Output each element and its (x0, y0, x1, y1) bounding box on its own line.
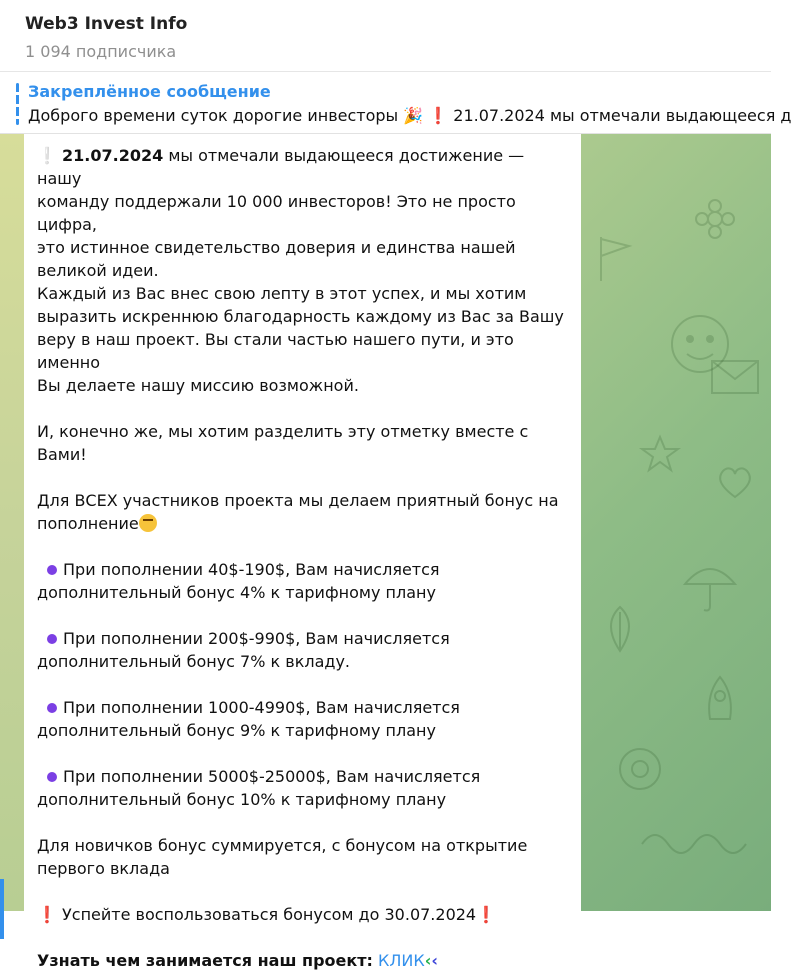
cta-label: Узнать чем занимается наш проект: (37, 951, 373, 970)
purple-bullet-icon (47, 772, 57, 782)
chat-background (0, 134, 771, 970)
tier-line: дополнительный бонус 9% к тарифному плану (37, 721, 436, 740)
tier-line: дополнительный бонус 7% к вкладу. (37, 652, 351, 671)
message-line: выразить искреннюю благодарность каждому из Вас за Вашу (37, 307, 564, 326)
message-line: мы отмечали выдающееся достижение — нашу (37, 146, 525, 188)
message-line: Вы делаете нашу миссию возможной. (37, 376, 359, 395)
purple-bullet-icon (47, 634, 57, 644)
doodle-wave-icon (640, 824, 750, 864)
message-date: 21.07.2024 (62, 146, 164, 165)
left-edge-marker (0, 879, 4, 939)
green-arrow-icon: ‹ (424, 951, 432, 970)
blue-arrow-icon: ‹ (431, 951, 438, 970)
background-strip (0, 134, 24, 911)
doodle-rocket-icon (700, 674, 740, 734)
deadline-text: Успейте воспользоваться бонусом до 30.07.2024 (62, 905, 477, 924)
channel-header[interactable] (0, 0, 771, 72)
message-line: это истинное свидетельство доверия и единства нашей (37, 238, 516, 257)
tier-line: дополнительный бонус 4% к тарифному плану (37, 583, 436, 602)
red-exclamation-icon: ❗ (476, 905, 497, 924)
pinned-message-bar[interactable] (0, 73, 791, 134)
pinned-title: Закреплённое сообщение (28, 82, 271, 101)
doodle-star-icon (640, 434, 680, 474)
doodle-envelope-icon (710, 359, 760, 395)
tier-line: При пополнении 1000-4990$, Вам начисляется (63, 698, 460, 717)
pink-exclamation-icon: ❕ (37, 146, 57, 165)
tier-line: При пополнении 40$-190$, Вам начисляется (63, 560, 440, 579)
pinned-indicator (16, 83, 19, 125)
doodle-flag-icon (595, 234, 635, 284)
subscriber-count: 1 094 подписчика (25, 42, 177, 61)
message-line: веру в наш проект. Вы стали частью нашего пути, и это именно (37, 330, 514, 372)
message-line: команду поддержали 10 000 инвесторов! Это не просто цифра, (37, 192, 516, 234)
message-line: Для ВСЕХ участников проекта мы делаем приятный бонус на (37, 491, 559, 510)
doodle-umbrella-icon (680, 554, 740, 614)
doodle-flower-icon (690, 194, 740, 244)
message-line: первого вклада (37, 859, 170, 878)
pinned-preview: Доброго времени суток дорогие инвесторы 🎉 ❗ 21.07.2024 мы отмечали выдающееся д (28, 106, 791, 125)
message-bubble[interactable] (24, 134, 581, 970)
smiling-face-icon (139, 514, 157, 532)
purple-bullet-icon (47, 703, 57, 713)
purple-bullet-icon (47, 565, 57, 575)
doodle-heart-icon (715, 464, 755, 500)
cta-link[interactable]: КЛИК (378, 951, 425, 970)
message-line: Для новичков бонус суммируется, с бонусом на открытие (37, 836, 528, 855)
channel-title[interactable]: Web3 Invest Info (25, 14, 188, 34)
message-line: Каждый из Вас внес свою лепту в этот успех, и мы хотим (37, 284, 527, 303)
tier-line: При пополнении 200$-990$, Вам начисляется (63, 629, 450, 648)
doodle-circle-icon (615, 744, 665, 794)
tier-line: При пополнении 5000$-25000$, Вам начисляется (63, 767, 481, 786)
message-line: И, конечно же, мы хотим разделить эту отметку вместе с Вами! (37, 422, 529, 464)
message-line: пополнение (37, 514, 139, 533)
red-exclamation-icon: ❗ (37, 905, 57, 924)
doodle-leaf-icon (600, 604, 640, 654)
message-text (37, 144, 572, 972)
tier-line: дополнительный бонус 10% к тарифному плану (37, 790, 447, 809)
message-line: великой идеи. (37, 261, 159, 280)
